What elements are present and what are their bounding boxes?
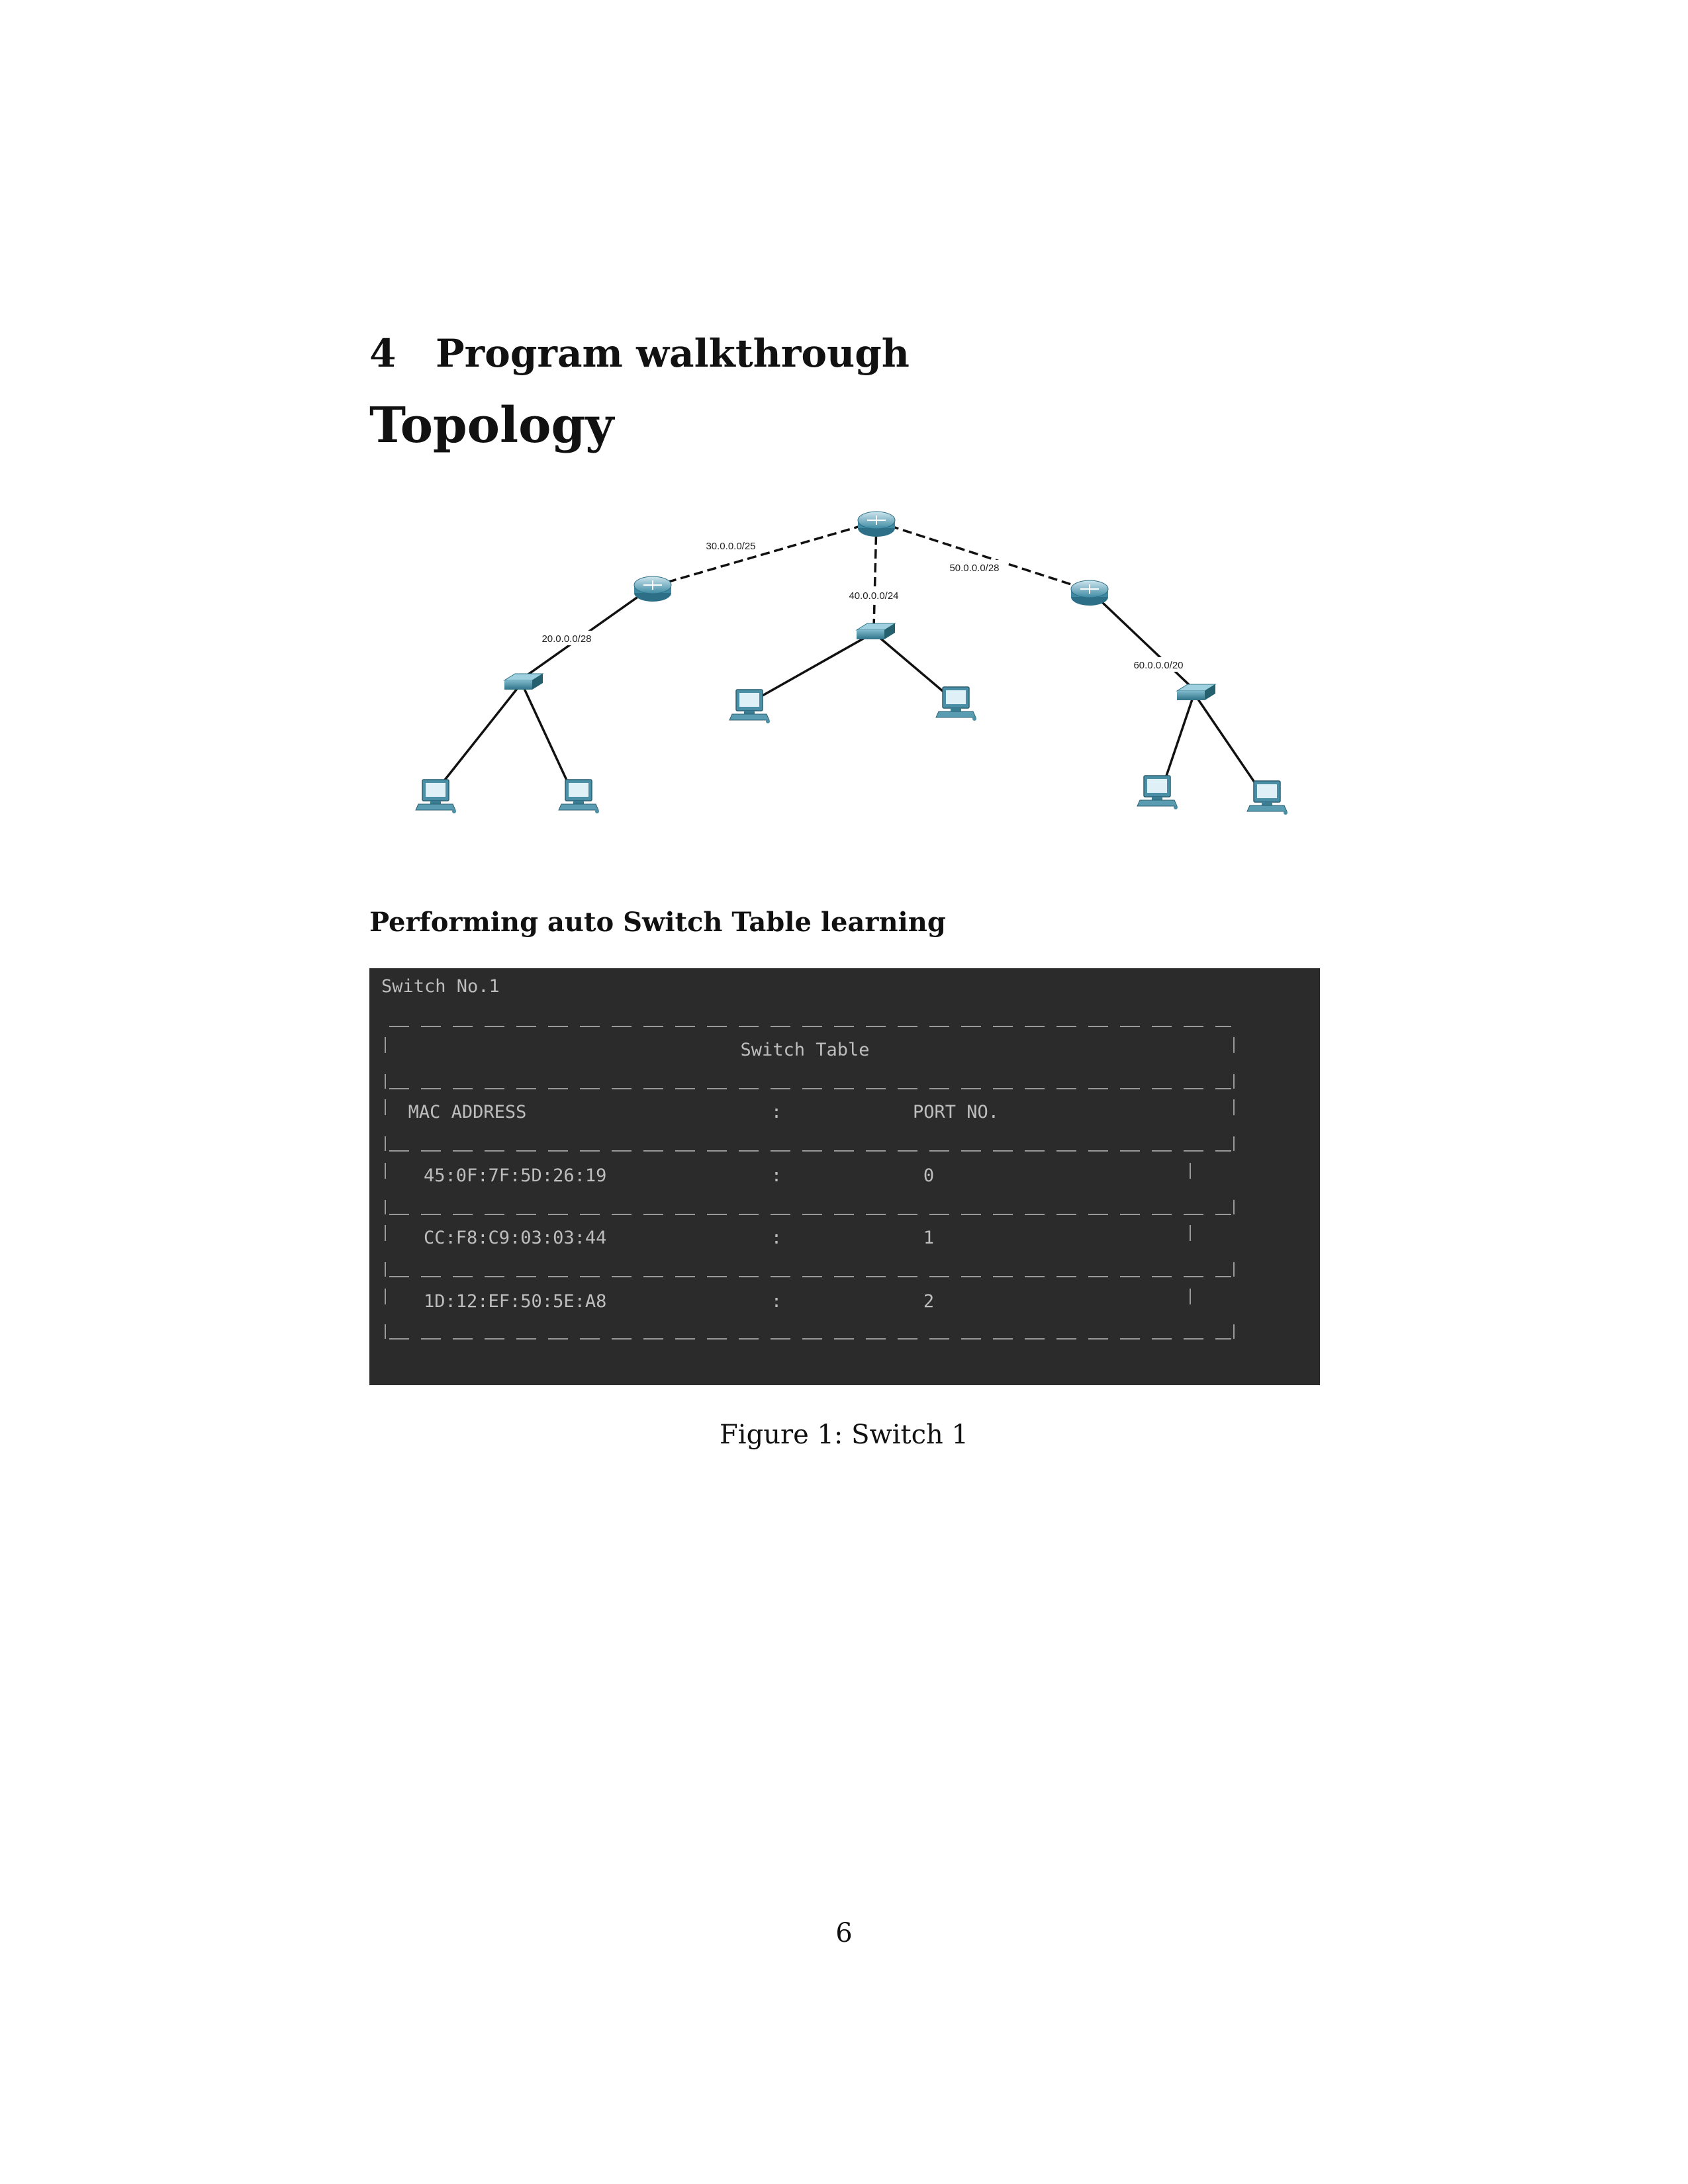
- row-mac: CC:F8:C9:03:03:44: [424, 1228, 607, 1248]
- link-switch2-pc3: [752, 633, 874, 702]
- svg-text:20.0.0.0/28: 20.0.0.0/28: [541, 633, 592, 645]
- terminal-title: Switch No.1: [381, 976, 500, 997]
- row-port: 0: [923, 1165, 935, 1186]
- row-separator: :: [771, 1291, 782, 1312]
- link-switch1-pc2: [522, 683, 572, 792]
- table-title: Switch Table: [740, 1040, 870, 1060]
- svg-text:30.0.0.0/25: 30.0.0.0/25: [706, 541, 756, 552]
- switch-icon: [857, 623, 895, 639]
- section-heading: [369, 331, 910, 376]
- pc-icon: [1137, 776, 1178, 809]
- router-icon: [1071, 580, 1108, 606]
- link-switch3-pc6: [1194, 694, 1262, 793]
- paragraph-heading: Performing auto Switch Table learning: [369, 907, 946, 938]
- pc-icon: [559, 780, 599, 813]
- link-switch1-pc1: [436, 683, 522, 792]
- row-port: 1: [923, 1228, 935, 1248]
- link-60: [1090, 590, 1194, 690]
- terminal-screenshot: [369, 968, 1320, 1385]
- pc-icon: [1247, 781, 1288, 815]
- row-separator: :: [771, 1228, 782, 1248]
- row-separator: :: [771, 1165, 782, 1186]
- link-40: [874, 522, 876, 629]
- link-label-40: [843, 588, 904, 602]
- link-label-20: [536, 631, 597, 645]
- switch-table-output: [369, 968, 1320, 1385]
- page-number: 6: [835, 1918, 853, 1948]
- section-title: Program walkthrough: [436, 331, 910, 376]
- link-switch3-pc5: [1162, 694, 1194, 788]
- link-label-30: [700, 538, 761, 553]
- row-mac: 45:0F:7F:5D:26:19: [424, 1165, 607, 1186]
- switch-icon: [504, 674, 543, 690]
- network-topology-diagram: [369, 496, 1320, 827]
- router-icon: [858, 512, 895, 537]
- header-mac: MAC ADDRESS: [408, 1102, 527, 1122]
- row-mac: 1D:12:EF:50:5E:A8: [424, 1291, 607, 1312]
- link-switch2-pc4: [874, 633, 952, 699]
- svg-text:60.0.0.0/20: 60.0.0.0/20: [1133, 660, 1184, 671]
- router-icon: [634, 576, 671, 602]
- svg-text:40.0.0.0/24: 40.0.0.0/24: [849, 590, 899, 602]
- header-port: PORT NO.: [912, 1102, 1000, 1122]
- link-50: [876, 522, 1090, 590]
- link-label-50: [944, 560, 1005, 574]
- row-port: 2: [923, 1291, 935, 1312]
- link-30: [653, 522, 876, 586]
- svg-text:50.0.0.0/28: 50.0.0.0/28: [949, 563, 1000, 574]
- topology-heading: Topology: [369, 397, 614, 454]
- switch-icon: [1177, 684, 1215, 700]
- header-separator: :: [771, 1102, 782, 1122]
- section-number: 4: [369, 331, 397, 376]
- pc-icon: [416, 780, 456, 813]
- figure-caption: Figure 1: Switch 1: [720, 1420, 968, 1450]
- link-label-60: [1128, 657, 1189, 672]
